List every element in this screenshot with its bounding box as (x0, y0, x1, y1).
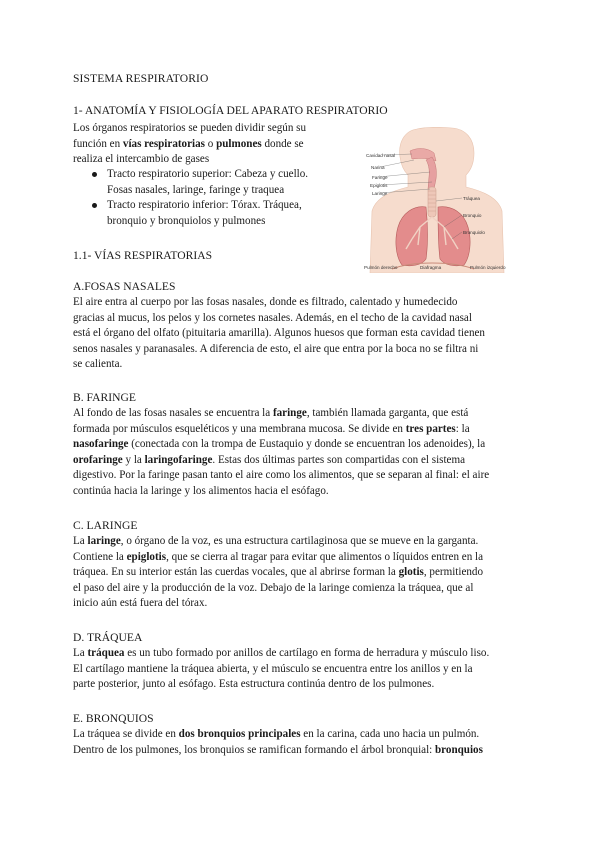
text-line (73, 453, 529, 469)
label-laringe: Laringe (372, 191, 388, 196)
label-pulmon-derecho: Pulmón derecho (364, 265, 398, 270)
bold-term: laringe (87, 535, 121, 547)
heading-fosas-nasales: A.FOSAS NASALES (73, 280, 176, 293)
intro-bold-pulmones: pulmones (216, 137, 262, 150)
text-line: el paso del aire y la producción de la voz. Debajo de la laringe comienza la tráquea, que al (73, 581, 474, 594)
text: . Estas dos últimas partes son compartidas con el sistema (212, 453, 466, 466)
bold-term: orofaringe (73, 453, 123, 466)
bullet-line: bronquio y bronquiolos y pulmones (107, 214, 266, 227)
paragraph-fosas-nasales (73, 295, 529, 373)
bold-term: glotis (398, 566, 424, 578)
text: , permitiendo (423, 566, 484, 578)
text-line (73, 550, 529, 566)
text-line: digestivo. Por la faringe pasan tanto el aire como los alimentos, que se separan al final: el aire (73, 469, 490, 481)
label-traquea: Tráquea (463, 196, 480, 201)
intro-line-1: Los órganos respiratorios se pueden dividir según su (73, 122, 307, 134)
bullet-dot-icon (92, 203, 97, 208)
paragraph-bronquios (73, 727, 529, 758)
text: , o órgano de la voz, es una estructura cartilaginosa que se mueve en la garganta. (120, 535, 479, 547)
bold-term: faringe (272, 407, 307, 419)
text: Al fondo de las fosas nasales se encuentra la (73, 407, 273, 419)
label-bronquio: Bronquio (463, 213, 482, 218)
tract-bullet-list (73, 167, 308, 229)
heading-traquea: D. TRÁQUEA (73, 631, 143, 644)
text-line: El aire entra al cuerpo por las fosas nasales, donde es filtrado, calentado y humedecido (73, 296, 458, 308)
paragraph-faringe (73, 406, 529, 499)
bold-term: tres partes (405, 422, 456, 435)
text: La (73, 535, 88, 547)
intro-line-3: realiza el intercambio de gases (73, 153, 210, 165)
section-1-heading: 1- ANATOMÍA Y FISIOLOGÍA DEL APARATO RESPIRATORIO (73, 104, 388, 117)
body-silhouette (370, 127, 504, 273)
bullet-line: Tracto respiratorio superior: Cabeza y cuello. (107, 168, 309, 180)
heading-laringe: C. LARINGE (73, 519, 138, 532)
text-line: gracias al mucus, los pelos y los cornetes nasales. Además, en el techo de la cavidad nasal (73, 311, 472, 324)
text-line: senos nasales y paranasales. A diferencia de esto, el aire que entra por la boca no se filtra ni (73, 342, 479, 355)
text: , que se cierra al tragar para evitar que alimentos o líquidos entren en la (166, 550, 484, 563)
text: , también llamada garganta, que está (306, 407, 469, 419)
text-line: se calienta. (73, 358, 123, 370)
text-line (73, 565, 529, 581)
intro-text: o (204, 137, 217, 150)
text: Contiene la (73, 550, 127, 563)
text: es un tubo formado por anillos de cartílago en forma de herradura y músculo liso. (124, 647, 490, 659)
intro-text: función en (73, 137, 123, 150)
bold-term: dos bronquios principales (178, 728, 301, 740)
text: Dentro de los pulmones, los bronquios se ramifican formando el árbol bronquial: (73, 743, 436, 756)
text-line (73, 534, 529, 550)
text: tráquea. En su interior están las cuerdas vocales, que al abrirse forman la (73, 566, 399, 578)
label-faringe: Faringe (372, 175, 388, 180)
paragraph-laringe (73, 534, 529, 612)
text-line (73, 727, 529, 743)
bold-term: bronquios (435, 743, 483, 756)
label-narina: Narina (371, 165, 385, 170)
text: formada por músculos esqueléticos y una membrana mucosa. Se divide en (73, 422, 406, 435)
text-line: El cartílago mantiene la tráquea abierta, y el músculo se encuentra entre los anillos y en la (73, 662, 473, 675)
intro-bold-vias: vías respiratorias (122, 137, 205, 150)
respiratory-system-illustration (362, 127, 512, 273)
bold-term: nasofaringe (73, 438, 129, 450)
document-title: SISTEMA RESPIRATORIO (73, 72, 209, 85)
section-1-1-heading: 1.1- VÍAS RESPIRATORIAS (73, 249, 213, 262)
label-epiglotis: Epiglotis (370, 183, 388, 188)
text-line: continúa hacia la laringe y los alimentos hacia el esófago. (73, 484, 329, 497)
bullet-dot-icon (92, 172, 97, 177)
heading-bronquios: E. BRONQUIOS (73, 712, 154, 725)
text-line (73, 743, 529, 759)
bold-term: epiglotis (126, 550, 167, 563)
text-line (73, 646, 529, 662)
bold-term: tráquea (87, 647, 125, 659)
bullet-upper-tract (73, 167, 308, 198)
anatomy-drawing (362, 127, 512, 273)
text: y la (122, 453, 145, 466)
text: (conectada con la trompa de Eustaquio y donde se encuentran los adenoides), la (128, 438, 486, 450)
bullet-line: Tracto respiratorio inferior: Tórax. Tráquea, (107, 199, 302, 211)
label-pulmon-izquierdo: Pulmón izquierdo (470, 265, 506, 270)
text-line (73, 437, 529, 453)
heading-faringe: B. FARINGE (73, 391, 136, 404)
intro-text: donde se (261, 137, 304, 150)
text-line (73, 422, 529, 438)
label-bronquiolo: Bronquiolo (463, 230, 485, 235)
paragraph-traquea (73, 646, 529, 693)
text: La (73, 647, 88, 659)
text-line: inicio aún está fuera del tórax. (73, 597, 208, 609)
bullet-line: Fosas nasales, laringe, faringe y traquea (107, 183, 285, 196)
bullet-lower-tract (73, 198, 308, 229)
text: : la (455, 422, 470, 435)
text-line: está el órgano del olfato (pituitaria amarilla). Algunos huesos que forman esta cavidad tienen (73, 327, 485, 339)
label-cavidad-nasal: Cavidad nasal (366, 153, 396, 158)
bold-term: laringofaringe (144, 453, 213, 466)
trachea (428, 187, 436, 217)
label-diafragma: Diafragma (420, 265, 442, 270)
text: La tráquea se divide en (73, 728, 179, 740)
text: en la carina, cada uno hacia un pulmón. (300, 728, 480, 740)
text-line: parte posterior, junto al esófago. Esta estructura continúa dentro de los pulmones. (73, 678, 435, 690)
text-line (73, 406, 529, 422)
